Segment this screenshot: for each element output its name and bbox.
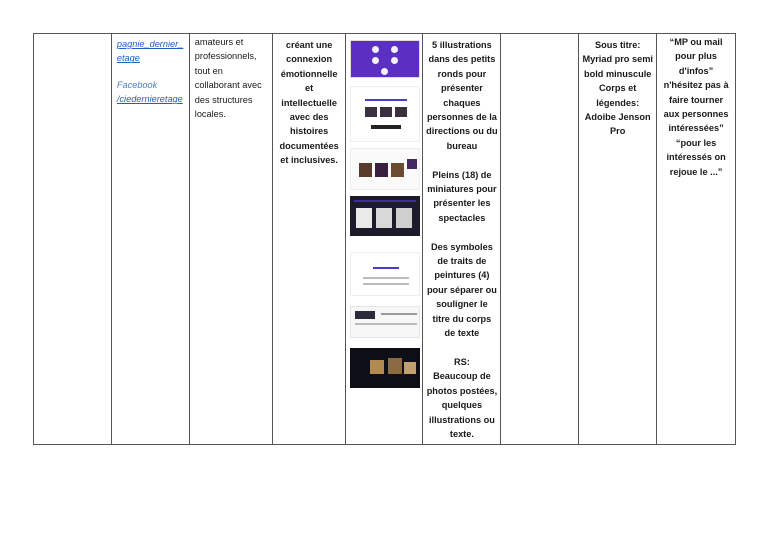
visual-desc-line: Pleins (18) de [432,169,492,180]
typography-line: Corps et [599,83,637,94]
tone-line: “MP ou mail [669,37,723,47]
page-screenshot-6 [350,306,420,338]
page-screenshot-7 [350,348,420,388]
website-link-part-1[interactable]: pagnie_dernier_ [116,39,184,49]
visual-desc-line: 5 illustrations [432,40,492,50]
visual-desc-line: texte. [449,428,474,439]
visual-desc-line: miniatures pour [427,184,497,195]
visual-desc-line: présenter [440,83,483,94]
website-link-part-2[interactable]: etage [116,53,140,64]
tone-line: intéressées” [668,123,724,134]
visual-desc-line: pour séparer ou [426,284,497,295]
facebook-label: Facebook [116,79,158,90]
partners-line: tout en [194,65,223,76]
typography-line: Adoibe Jenson [584,112,651,123]
visual-desc-line: personnes de la [426,112,497,123]
tone-line: “pour les [675,137,717,148]
goal-line: histoires [289,126,329,137]
goal-line: connexion [286,54,333,65]
visual-desc-line: quelques [441,400,483,411]
cell-partners [190,34,273,444]
portrait-circle-icon [391,46,398,53]
visual-desc-line: ronds pour [437,68,487,79]
goal-line: intellectuelle [281,97,337,108]
portrait-circle-icon [372,57,379,64]
typography-line: Sous titre: [594,40,641,50]
website-screenshots [350,40,420,388]
visual-desc-line: directions ou du [426,126,498,137]
tone-line: rejoue le ...” [669,166,723,177]
visual-desc-line: peintures (4) [434,270,490,281]
tone-line: d'infos” [678,65,714,76]
goal-line: créant une [285,40,333,50]
page-screenshot-3 [350,148,420,190]
visual-desc-line: chaques [443,97,481,108]
visual-desc-line: bureau [446,140,478,151]
typography-line: bold minuscule [584,68,652,79]
goal-line: documentées [279,140,339,151]
partners-line: locales. [194,109,226,120]
visual-desc-line: souligner le [436,299,488,310]
visual-desc-line: spectacles [438,212,486,223]
visual-desc-line: illustrations ou [428,414,495,425]
goal-line: et inclusives. [280,155,338,166]
cell-visual-description [423,34,501,444]
partners-line: professionnels, [194,51,257,62]
cell-tone [657,34,735,444]
tone-line: aux personnes [663,109,729,120]
illustrations-screenshot [350,40,420,78]
tone-line: faire tourner [669,94,724,105]
visual-desc-line: Des symboles [431,241,493,252]
content-table [33,33,736,445]
goal-line: avec des [289,112,329,123]
visual-desc-line: de traits de [437,256,487,267]
goal-line: et [305,83,314,94]
cell-empty-middle [501,34,579,444]
tone-line: intéressés on [666,152,726,163]
portrait-circle-icon [381,68,388,75]
visual-desc-line: photos postées, [426,385,498,396]
visual-desc-line: RS: [454,356,470,367]
cell-empty-first [34,34,112,444]
visual-desc-line: titre du corps [432,313,492,324]
partners-line: amateurs et [194,37,244,47]
typography-line: Pro [610,126,626,137]
tone-line: pour plus [675,51,718,62]
tone-line: n'hésitez pas à [663,80,729,91]
partners-line: des structures [194,94,253,105]
typography-line: légendes: [596,97,640,108]
portrait-circle-icon [391,57,398,64]
cell-contacts [112,34,190,444]
goal-line: émotionnelle [280,68,338,79]
cell-goal [273,34,346,444]
partners-line: collaborant avec [194,80,262,91]
page-screenshot-4 [350,196,420,236]
visual-desc-line: Beaucoup de [433,371,491,382]
page-screenshot-5 [350,252,420,296]
cell-typography [579,34,657,444]
cell-screenshots [346,34,424,444]
typography-line: Myriad pro semi [582,54,653,65]
portrait-circle-icon [372,46,379,53]
visual-desc-line: présenter les [433,198,491,209]
page-screenshot-2 [350,86,420,142]
facebook-link[interactable]: /ciedernieretage [116,94,183,105]
visual-desc-line: de texte [444,328,480,339]
visual-desc-line: dans des petits [428,54,496,65]
